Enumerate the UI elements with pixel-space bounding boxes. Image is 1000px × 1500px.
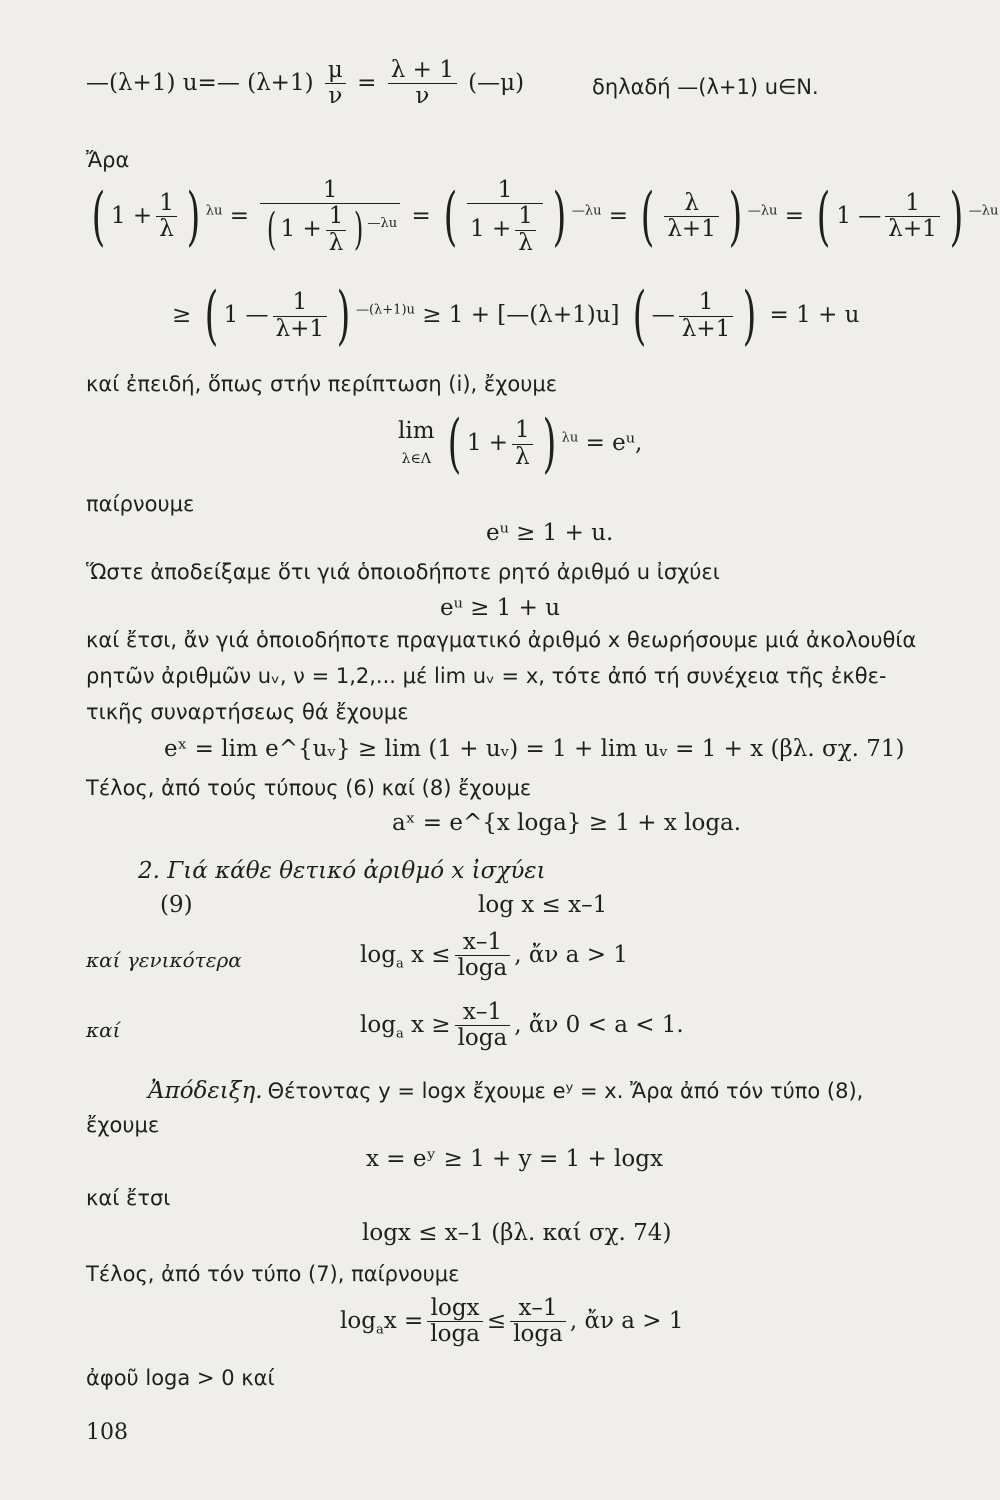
fraction-lambda-plus-1-nu: $\frac{\lambda + 1}{\nu}$ <box>388 58 457 110</box>
paragraph-line: ρητῶν ἀριθμῶν uᵥ, ν = 1,2,... μέ lim uᵥ = x, τότε ἀπό τή συνέχεια τῆς ἐκθε- <box>86 664 887 688</box>
paragraph-line: Ὥστε ἀποδείξαμε ὅτι γιά ὁποιοδήποτε ρητό ἀριθμό u ἰσχύει <box>86 560 720 584</box>
theorem-2-statement: 2. Γιά κάθε θετικό ἀριθμό x ἰσχύει <box>138 858 546 884</box>
inequality-chain: x = eʸ ≥ 1 + y = 1 + logx <box>366 1146 663 1172</box>
paragraph-line: καί ἐπειδή, ὅπως στήν περίπτωση (i), ἔχουμε <box>86 372 558 396</box>
proof-text: Θέτοντας y = logx ἔχουμε eʸ = x. Ἄρα ἀπό τόν τύπο (8), <box>267 1079 864 1103</box>
inequality-loga-3: $\log_ax$ = $\frac{\log x}{\log a}$ ≤ $\frac{x-1}{\log a}$ , ἄν a > 1 <box>340 1295 684 1348</box>
fraction-mu-nu: $\frac{\mu}{\nu}$ <box>325 58 346 110</box>
paragraph-line: τικῆς συναρτήσεως θά ἔχουμε <box>86 700 409 724</box>
page-number: 108 <box>86 1420 128 1445</box>
paragraph-line: Τέλος, ἀπό τόν τύπο (7), παίρνουμε <box>86 1262 460 1286</box>
paragraph-line: καί ἔτσι, ἄν γιά ὁποιοδήποτε πραγματικό ἀριθμό x θεωρήσουμε μιά ἀκολουθία <box>86 628 917 652</box>
limit-chain-equation: eˣ = lim e^{uᵥ} ≥ lim (1 + uᵥ) = 1 + lim uᵥ = 1 + x (βλ. σχ. 71) <box>164 736 905 762</box>
inequality-1: eᵘ ≥ 1 + u. <box>486 520 614 546</box>
paragraph-line: Τέλος, ἀπό τούς τύπους (6) καί (8) ἔχουμε <box>86 776 532 800</box>
condition-a-gt-1-b: , ἄν a > 1 <box>569 1307 684 1334</box>
condition-a-between: , ἄν 0 < a < 1. <box>514 1011 684 1038</box>
equation-line-1: —(λ+1) u=— (λ+1) $\frac{\mu}{\nu}$ = $\frac{\lambda + 1}{\nu}$ (—μ) <box>86 57 525 110</box>
equation-number-9: (9) <box>160 892 193 918</box>
inequality-loga-2: $\log_a x$ ≥ $\frac{x-1}{\log a}$ , ἄν 0 < a < 1. <box>360 999 684 1052</box>
inequality-3: aˣ = e^{x loga} ≥ 1 + x loga. <box>392 810 742 836</box>
text-kai-etsi: καί ἔτσι <box>86 1186 171 1210</box>
inequality-log: log x ≤ x–1 <box>478 892 608 918</box>
text-exoume: ἔχουμε <box>86 1113 160 1137</box>
equation-block-2: ≥ ( 1 — $\frac{1}{\lambda+1}$ ) $^{—(\lambda+1)u}$ ≥ 1 + [—(λ+1)u] ( — $\frac{1}{\lambda+1}$ ) = 1 + u <box>172 279 860 353</box>
text-kai-genikotera: καί γενικότερα <box>86 948 242 972</box>
equation-block-1: ( 1 + $\frac{1}{\lambda}$ ) $^{\lambda u}$ = 1 ( 1 + $\frac{1}{\lambda}$ ) $^{—\lambda u}$ = ( 1 1 + $\frac{1}{\lambda}$ ) $^{—\lambda u}$ = ( $\frac{\lambda}{\lambda+1}$ ) $^{—\lambda u}$ = ( 1 — $\frac{1}{\lambda+1}$ ) $^{—\lambda u}$ <box>91 177 999 256</box>
inequality-2: eᵘ ≥ 1 + u <box>440 595 561 621</box>
condition-a-gt-1: , ἄν a > 1 <box>514 941 628 968</box>
inequality-logx: logx ≤ x–1 (βλ. καί σχ. 74) <box>362 1220 672 1246</box>
inequality-loga-1: $\log_a x$ ≤ $\frac{x-1}{\log a}$ , ἄν a > 1 <box>360 929 628 982</box>
paragraph-line: ἀφοῦ loga > 0 καί <box>86 1366 275 1390</box>
equation-line-1-tail: δηλαδή —(λ+1) u∈N. <box>592 75 819 99</box>
limit-equation: lim λ∈Λ ( 1 + $\frac{1}{\lambda}$ ) $^{\lambda u}$ = eᵘ, <box>398 407 643 481</box>
proof-label: Ἀπόδειξη. <box>148 1078 263 1104</box>
eq-lhs: —(λ+1) u=— (λ+1) <box>86 69 314 96</box>
proof-line <box>148 1078 863 1104</box>
text-pairnoume: παίρνουμε <box>86 492 195 516</box>
text-ara: Ἄρα <box>86 148 130 172</box>
text-kai: καί <box>86 1018 121 1042</box>
